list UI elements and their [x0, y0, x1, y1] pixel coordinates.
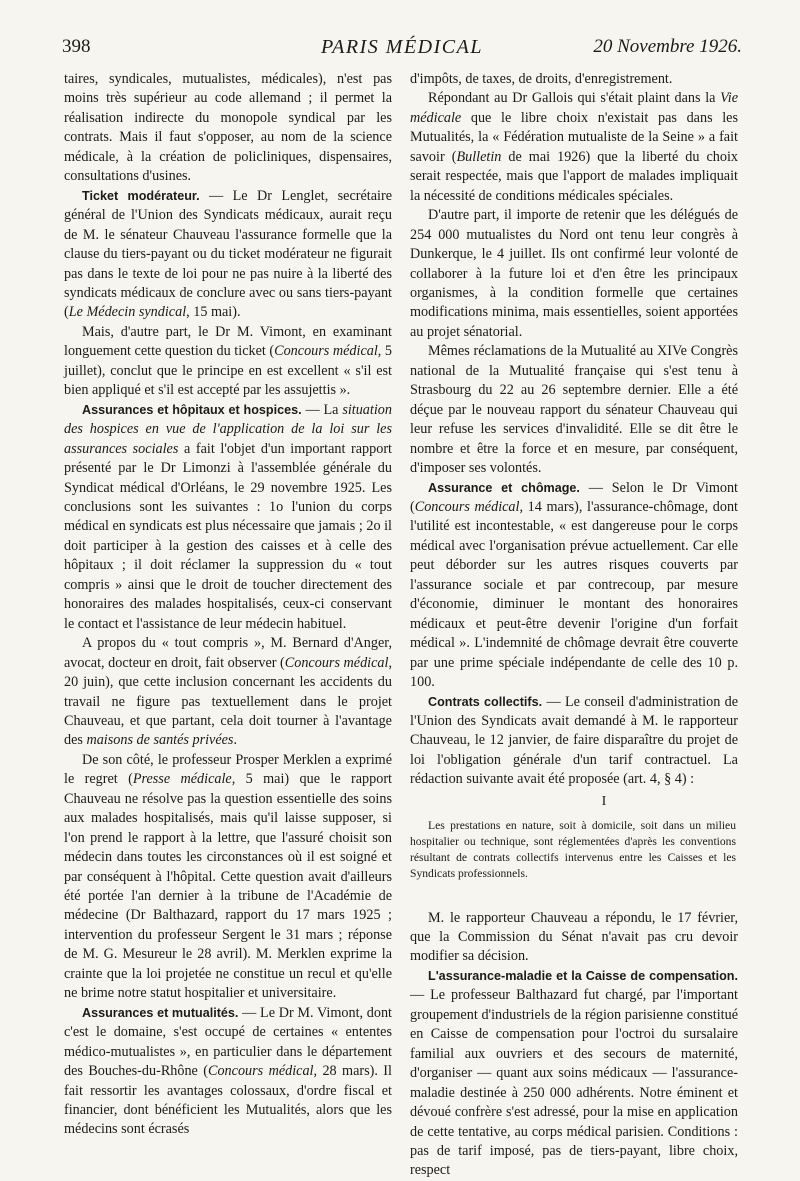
quote-text: Les prestations en nature, soit à domicile, soit dans un milieu hospitalier ou technique, sont réglementées d'après les conventions résultant de contrats collectifs intervenus entre les Caisses et les Syndicats professionnels.	[410, 818, 736, 881]
paragraph: Répondant au Dr Gallois qui s'était plaint dans la Vie médicale que le libre choix n'existait pas dans les Mutualités, la « Fédération mutualiste de la Seine » a fait savoir (Bulletin de mai 1926) que la liberté du choix serait respectée, mais que l'apport de malades impliquait la nécessité de conditions médicales spéciales.	[410, 90, 739, 204]
quote-marker: I	[601, 793, 607, 809]
right-column	[410, 70, 738, 1181]
paragraph: Mais, d'autre part, le Dr M. Vimont, en examinant longuement cette question du ticket (Concours médical, 5 juillet), conclut que le principe en est excellent « s'il est bien appliqué et s'il est accepté par les assujettis ».	[64, 323, 393, 399]
journal-title: PARIS MÉDICAL	[321, 36, 483, 58]
page-number: 398	[62, 36, 91, 57]
paragraph-contrats: Contrats collectifs. — Le conseil d'administration de l'Union des Syndicats avait demandé à M. le rapporteur Chauveau, le 12 janvier, de faire disparaître du projet de loi l'obligation générale d'un tarif contractuel. La rédaction suivante avait été proposée (art. 4, § 4) :	[410, 693, 739, 788]
section-heading: L'assurance-maladie et la Caisse de compensation.	[428, 968, 738, 983]
section-heading: Assurance et chômage.	[428, 480, 580, 495]
paragraph: Mêmes réclamations de la Mutualité au XIVe Congrès national de la Mutualité française qui s'est tenu à Strasbourg du 22 au 26 septembre dernier. Elle a été déçue par le nouveau rapport du sénateur Chauveau qui leur refuse les services d'invalidité. Elle se dit être le nombre et être la force et en mesure, par conséquent, d'imposer ses volontés.	[410, 343, 738, 477]
issue-date: 20 Novembre 1926.	[593, 36, 742, 57]
paragraph-chomage: Assurance et chômage. — Selon le Dr Vimont (Concours médical, 14 mars), l'assurance-chômage, dont l'utilité est incontestable, « est dangereuse pour le corps médical avec l'organisation prévue actuellement. Car elle peut déborder sur les autres risques couverts par l'assurance sociale et par contrecoup, par mesure d'économie, diminuer le montant des honoraires médicaux et peut-être devenir l'origine d'un forfait médical ». L'indemnité de chômage devrait être couverte par une prime spéciale indépendante de celle des 10 p. 100.	[410, 479, 738, 691]
section-heading: Assurances et mutualités.	[82, 1005, 239, 1020]
paragraph-hopitaux: Assurances et hôpitaux et hospices. — La situation des hospices en vue de l'application de la loi sur les assurances sociales a fait l'objet d'un important rapport présenté par le Dr Limonzi à l'assemblée générale du Syndicat médical d'Orléans, le 29 novembre 1925. Les conclusions sont les suivantes : 1o l'union du corps médical en syndicats est plus nécessaire que jamais ; 2o il doit participer à la gestion des caisses et à celle des hôpitaux ; il doit réclamer la suppression du « tout compris » ainsi que le droit de toucher directement des honoraires des malades hospitalisés, ceux-ci conservant le contact et l'assistance de leur médecin habituel.	[64, 401, 393, 632]
paragraph-mutualites: Assurances et mutualités. — Le Dr M. Vimont, dont c'est le domaine, s'est occupé de certaines « ententes médico-mutualistes », en particulier dans le département des Bouches-du-Rhône (Concours médical, 28 mars). Il fait ressortir les avantages colossaux, d'ordre fiscal et financier, dont bénéficient les Mutualités, alors que les médecins sont écrasés	[64, 1004, 392, 1138]
paragraph-ticket-moderateur: Ticket modérateur. — Le Dr Lenglet, secrétaire général de l'Union des Syndicats médicaux, aurait reçu de M. le sénateur Chauveau l'assurance formelle que la clause du tiers-payant ou du ticket modérateur ne figurait pas dans le texte de loi pour ne pas nuire à la liberté des syndicats médicaux de conclure avec ou sans tiers-payant (Le Médecin syndical, 15 mai).	[64, 187, 392, 321]
section-heading: Ticket modérateur.	[82, 188, 200, 203]
paragraph-assurance-maladie: L'assurance-maladie et la Caisse de compensation. — Le professeur Balthazard fut chargé, par l'important groupement d'industriels de la région parisienne constitué en Caisse de compensation pour l'octroi du sursalaire familial aux ouvriers et des secours de maternité, d'organiser — quant aux soins médicaux — l'assurance-maladie destinée à 250 000 adhérents. Notre éminent et dévoué confrère s'est adressé, pour la mise en application de cette tentative, au corps médical parisien. Conditions : pas de tarif imposé, pas de tiers-payant, libre choix, respect	[410, 968, 738, 1179]
block-quote	[410, 818, 738, 883]
paragraph: taires, syndicales, mutualistes, médicales), n'est pas moins très supérieur au code allemand ; il permet la réalisation indirecte du monopole syndical par les contrats. Mais il faut s'opposer, au nom de la science médicale, à la création de policliniques, dispensaires, consultations d'usines.	[64, 71, 392, 185]
paragraph: De son côté, le professeur Prosper Merklen a exprimé le regret (Presse médicale, 5 mai) que le rapport Chauveau ne résolve pas la question essentielle des soins aux malades hospitalisés, mais qu'il laisse supposer, si l'on prend le rapport à la lettre, que l'assuré choisit son médecin dans toutes les circonstances où il est soigné et par conséquent à l'hôpital. Cette question avait d'ailleurs été portée l'an dernier à la tribune de l'Académie de médecine (Dr Balthazard, rapport du 17 mars 1925 ; intervention du professeur Sergent le 31 mars ; réponse de M. G. Mesureur le 28 avril). M. Merklen exprime la crainte que la loi projetée ne constitue un recul et qu'elle ne brime notre statut hospitalier et universitaire.	[64, 751, 393, 1002]
paragraph: D'autre part, il importe de retenir que les délégués de 254 000 mutualistes du Nord ont tenu leur congrès à Dunkerque, le 4 juillet. Ils ont confirmé leur volonté de collaborer à la future loi et d'en être les principaux organismes, à la condition formelle que certaines modifications minima, mais essentielles, soient apportées au projet sénatorial.	[410, 207, 738, 340]
section-heading: Assurances et hôpitaux et hospices.	[82, 402, 302, 417]
page-header	[62, 36, 742, 66]
paragraph: d'impôts, de taxes, de droits, d'enregistrement.	[410, 71, 673, 87]
left-column	[64, 70, 392, 1140]
paragraph: M. le rapporteur Chauveau a répondu, le 17 février, que la Commission du Sénat n'avait pas cru devoir modifier sa décision.	[410, 909, 738, 965]
section-heading: Contrats collectifs.	[428, 694, 543, 709]
paragraph: A propos du « tout compris », M. Bernard d'Anger, avocat, docteur en droit, fait observer (Concours médical, 20 juin), que cette inclusion concernant les accidents du travail ne figure pas textuellement dans le projet Chauveau, et que partant, cela doit tourner à l'avantage des maisons de santés privées.	[64, 635, 392, 749]
